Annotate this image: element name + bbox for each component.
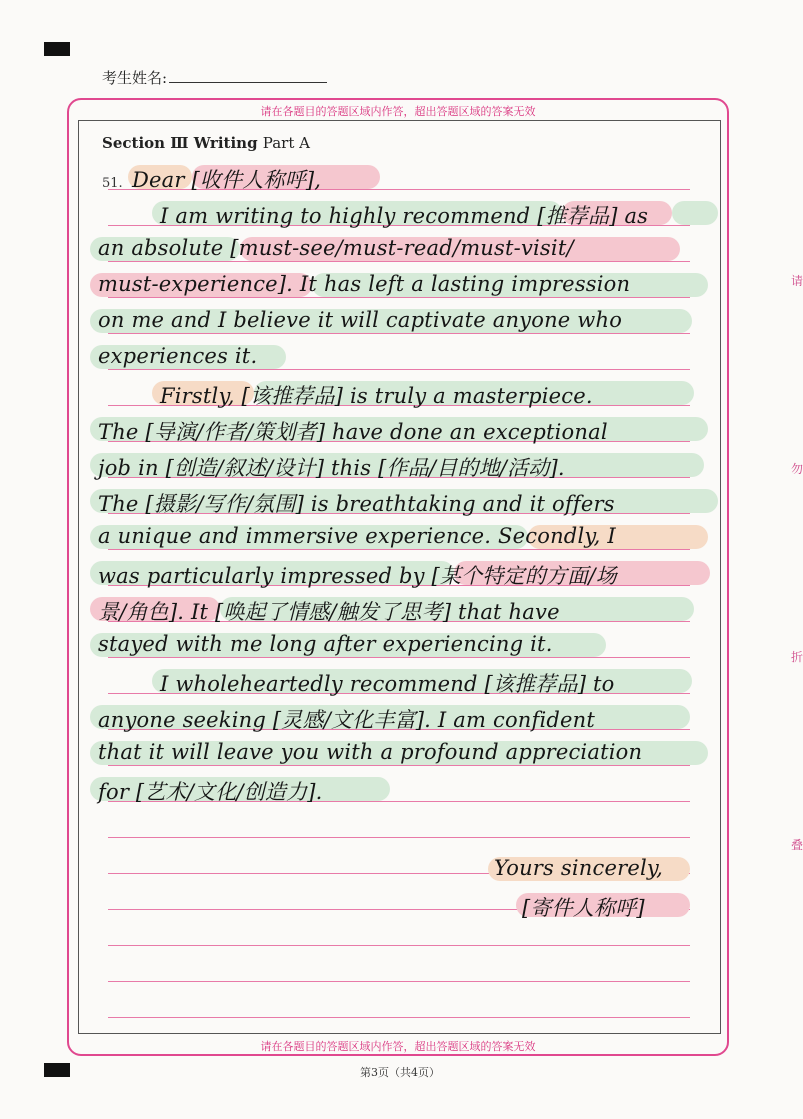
margin-mark: 折 bbox=[791, 650, 803, 664]
writing-rule bbox=[108, 981, 690, 982]
highlight-band bbox=[672, 201, 718, 225]
letter-line: for [艺术/文化/创造力]. bbox=[98, 780, 323, 804]
candidate-name-label: 考生姓名: bbox=[102, 69, 168, 87]
letter-line: Firstly, [该推荐品] is truly a masterpiece. bbox=[160, 384, 593, 408]
writing-rule bbox=[108, 837, 690, 838]
letter-line: experiences it. bbox=[98, 344, 258, 368]
writing-rule bbox=[108, 765, 690, 766]
section-title bbox=[102, 134, 310, 152]
letter-line: job in [创造/叙述/设计] this [作品/目的地/活动]. bbox=[98, 456, 565, 480]
section-heading: Section Ⅲ Writing bbox=[102, 134, 258, 152]
letter-signature: [寄件人称呼] bbox=[522, 896, 645, 920]
writing-rule bbox=[108, 261, 690, 262]
margin-mark: 勿 bbox=[791, 462, 803, 476]
writing-rule bbox=[108, 1017, 690, 1018]
letter-closing: Yours sincerely, bbox=[494, 856, 664, 880]
letter-line: anyone seeking [灵感/文化丰富]. I am confident bbox=[98, 708, 596, 732]
writing-rule bbox=[108, 369, 690, 370]
writing-rule bbox=[108, 549, 690, 550]
letter-line: I am writing to highly recommend [推荐品] as bbox=[160, 204, 649, 228]
writing-rule bbox=[108, 333, 690, 334]
margin-mark: 叠 bbox=[791, 838, 803, 852]
registration-mark-top bbox=[44, 42, 70, 56]
candidate-name-field bbox=[102, 67, 327, 88]
candidate-name-blank bbox=[169, 68, 327, 83]
letter-line: The [摄影/写作/氛围] is breathtaking and it offers bbox=[98, 492, 615, 516]
writing-rule bbox=[108, 297, 690, 298]
letter-line: on me and I believe it will captivate anyone who bbox=[98, 308, 623, 332]
answer-area-notice-top: 请在各题目的答题区域内作答，超出答题区域的答案无效 bbox=[260, 105, 536, 118]
letter-line: was particularly impressed by [某个特定的方面/场 bbox=[98, 564, 617, 588]
letter-line: must-experience]. It has left a lasting impression bbox=[98, 272, 631, 296]
section-part: Part A bbox=[262, 134, 310, 152]
writing-rule bbox=[108, 657, 690, 658]
letter-line: that it will leave you with a profound appreciation bbox=[98, 740, 643, 764]
letter-line: stayed with me long after experiencing it. bbox=[98, 632, 553, 656]
margin-mark: 请 bbox=[791, 274, 803, 288]
writing-rule bbox=[108, 945, 690, 946]
letter-line: I wholeheartedly recommend [该推荐品] to bbox=[160, 672, 615, 696]
letter-line: Dear [收件人称呼], bbox=[132, 168, 322, 192]
answer-area-notice-bottom: 请在各题目的答题区域内作答，超出答题区域的答案无效 bbox=[260, 1040, 536, 1053]
page-number: 第3页（共4页） bbox=[360, 1066, 440, 1079]
letter-line: an absolute [must-see/must-read/must-visit/ bbox=[98, 236, 574, 260]
letter-line: The [导演/作者/策划者] have done an exceptional bbox=[98, 420, 608, 444]
letter-line: a unique and immersive experience. Secondly, I bbox=[98, 524, 616, 548]
letter-line: 景/角色]. It [唤起了情感/触发了思考] that have bbox=[98, 600, 560, 624]
question-number: 51. bbox=[102, 176, 123, 191]
